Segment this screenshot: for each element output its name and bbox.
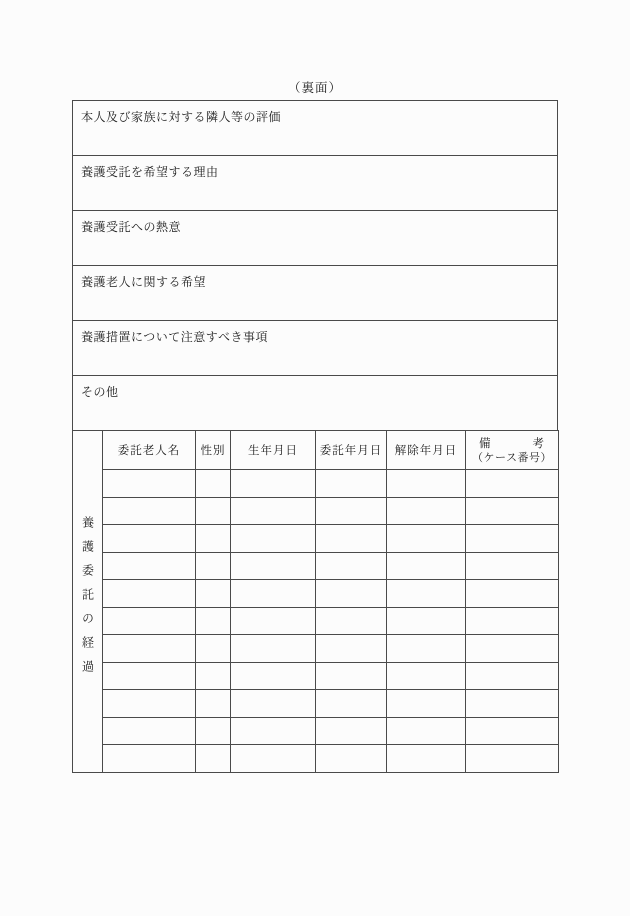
table-cell [387, 745, 466, 773]
col-header-birth-date: 生年月日 [231, 431, 316, 470]
table-row [73, 497, 559, 525]
table-row [73, 717, 559, 745]
table-cell [466, 607, 559, 635]
table-side-label-cell [73, 431, 103, 773]
table-row [73, 662, 559, 690]
table-cell [387, 635, 466, 663]
table-cell [231, 525, 316, 553]
table-cell [103, 690, 196, 718]
table-cell [196, 470, 231, 498]
table-cell [316, 470, 387, 498]
table-cell [387, 662, 466, 690]
col-header-release-date: 解除年月日 [387, 431, 466, 470]
section-label: 養護受託を希望する理由 [81, 165, 219, 179]
table-cell [387, 580, 466, 608]
table-row [73, 525, 559, 553]
section-other [73, 376, 557, 430]
table-cell [103, 580, 196, 608]
table-row [73, 745, 559, 773]
table-row [73, 607, 559, 635]
table-cell [231, 497, 316, 525]
table-cell [316, 745, 387, 773]
table-cell [231, 470, 316, 498]
section-enthusiasm [73, 211, 557, 266]
table-cell [231, 635, 316, 663]
table-cell [387, 525, 466, 553]
table-cell [466, 580, 559, 608]
remarks-header-line1 [466, 434, 558, 451]
table-cell [196, 607, 231, 635]
table-cell [316, 525, 387, 553]
table-cell [196, 745, 231, 773]
table-cell [103, 552, 196, 580]
table-cell [196, 662, 231, 690]
table-cell [316, 662, 387, 690]
table-row [73, 635, 559, 663]
table-cell [103, 635, 196, 663]
table-row [73, 690, 559, 718]
section-wishes-about-elderly [73, 266, 557, 321]
section-care-measure-notes [73, 321, 557, 376]
table-cell [387, 690, 466, 718]
table-cell [103, 497, 196, 525]
col-header-elderly-name: 委託老人名 [103, 431, 196, 470]
table-row [73, 470, 559, 498]
table-cell [316, 717, 387, 745]
table-cell [316, 690, 387, 718]
table-cell [387, 552, 466, 580]
table-cell [196, 690, 231, 718]
table-cell [231, 717, 316, 745]
table-cell [316, 580, 387, 608]
care-history-table [72, 430, 559, 773]
col-header-sex: 性別 [196, 431, 231, 470]
table-cell [387, 470, 466, 498]
table-cell [387, 717, 466, 745]
table-cell [103, 607, 196, 635]
table-row [73, 580, 559, 608]
table-cell [103, 717, 196, 745]
page-title: （裏面） [287, 80, 342, 95]
table-cell [466, 552, 559, 580]
text-sections [72, 100, 558, 430]
table-cell [196, 552, 231, 580]
table-cell [387, 497, 466, 525]
remarks-left-char: 備 [479, 435, 492, 450]
table-cell [231, 662, 316, 690]
section-label: 養護措置について注意すべき事項 [81, 330, 269, 344]
table-cell [231, 552, 316, 580]
section-reason-for-entrustment [73, 156, 557, 211]
table-cell [316, 607, 387, 635]
table-cell [466, 635, 559, 663]
table-cell [196, 525, 231, 553]
table-cell [231, 607, 316, 635]
col-header-entrust-date: 委託年月日 [316, 431, 387, 470]
table-cell [103, 662, 196, 690]
table-cell [196, 580, 231, 608]
table-cell [231, 580, 316, 608]
table-cell [196, 635, 231, 663]
table-cell [466, 525, 559, 553]
table-cell [316, 497, 387, 525]
table-cell [316, 552, 387, 580]
table-cell [103, 745, 196, 773]
table-side-label: 養護委託の経過 [80, 515, 95, 684]
table-cell [231, 690, 316, 718]
table-cell [387, 607, 466, 635]
table-row [73, 552, 559, 580]
table-cell [196, 717, 231, 745]
col-header-remarks [466, 431, 559, 470]
table-cell [466, 717, 559, 745]
remarks-right-char: 考 [532, 435, 545, 450]
section-label: 養護老人に関する希望 [81, 275, 207, 289]
section-neighbors-evaluation [73, 101, 557, 156]
section-label: その他 [81, 385, 119, 399]
table-header-row [73, 431, 559, 470]
table-cell [196, 497, 231, 525]
form-box [72, 100, 558, 773]
section-label: 養護受託への熱意 [81, 220, 182, 234]
remarks-header-line2: （ケース番号） [472, 450, 552, 464]
table-cell [466, 470, 559, 498]
table-cell [466, 497, 559, 525]
section-label: 本人及び家族に対する隣人等の評価 [81, 110, 282, 124]
table-cell [466, 690, 559, 718]
table-cell [316, 635, 387, 663]
table-cell [103, 470, 196, 498]
table-cell [231, 745, 316, 773]
table-cell [466, 662, 559, 690]
table-cell [103, 525, 196, 553]
table-cell [466, 745, 559, 773]
